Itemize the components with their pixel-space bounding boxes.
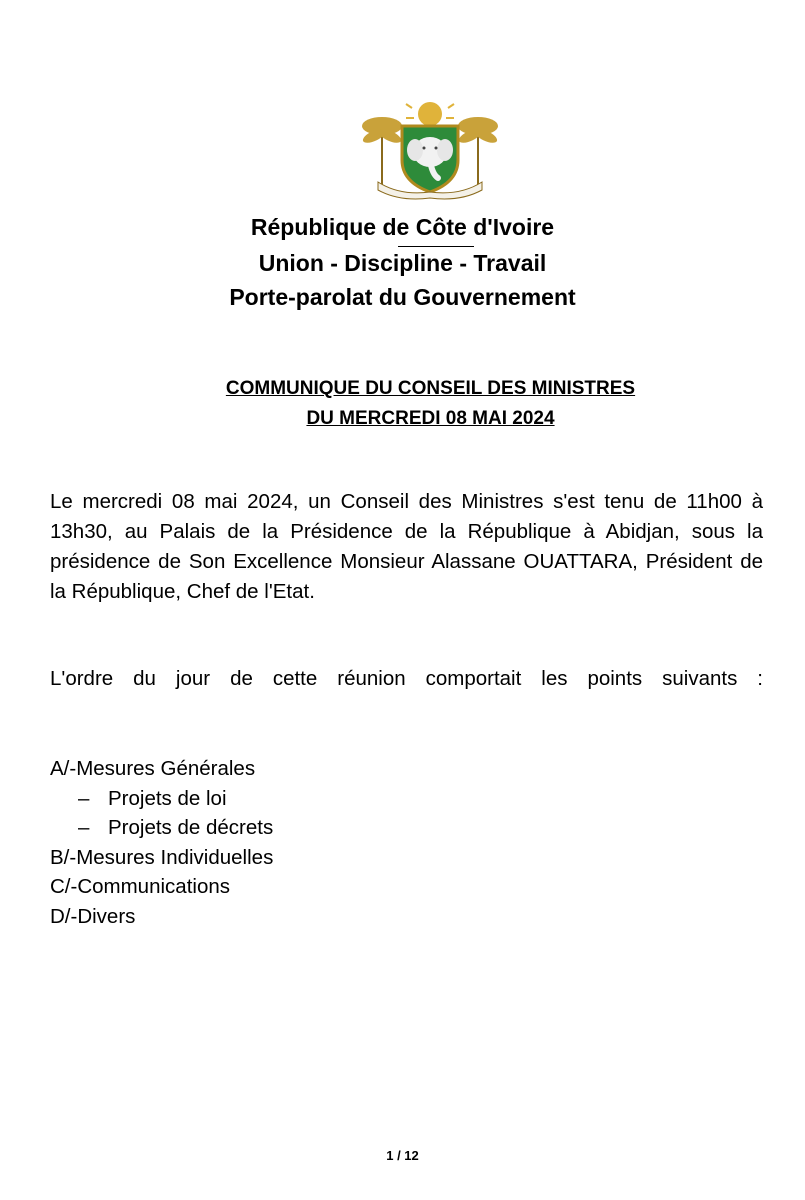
dash-bullet: –: [78, 786, 90, 810]
country-name: République de Côte d'Ivoire: [250, 214, 555, 240]
agenda-item-a: A/-Mesures Générales: [50, 757, 256, 780]
agenda-list: [50, 754, 273, 931]
coat-of-arms-icon: [360, 100, 500, 200]
agenda-subitem: [50, 813, 273, 843]
communique-date: DU MERCREDI 08 MAI 2024: [306, 408, 555, 429]
agenda-subitem-label: Projets de loi: [108, 786, 227, 810]
national-motto: Union - Discipline - Travail: [258, 250, 547, 276]
agenda-item-d: D/-Divers: [50, 904, 136, 928]
communique-title: COMMUNIQUE DU CONSEIL DES MINISTRES: [225, 378, 636, 399]
agenda-item-b: B/-Mesures Individuelles: [50, 845, 274, 869]
agenda-subitem-label: Projets de décrets: [108, 816, 274, 839]
page-number: 1 / 12: [386, 1148, 419, 1163]
agenda-subitem: [50, 784, 273, 814]
agenda-intro-paragraph: L'ordre du jour de cette réunion comportait les points suivants :: [50, 667, 763, 690]
dash-bullet: –: [78, 816, 90, 839]
header-separator: [398, 246, 474, 247]
office-name: Porte-parolat du Gouvernement: [229, 284, 576, 310]
agenda-item-c: C/-Communications: [50, 875, 230, 898]
intro-paragraph: Le mercredi 08 mai 2024, un Conseil des Ministres s'est tenu de 11h00 à 13h30, au Palais de la Présidence de la République à Abidjan, sous la présidence de Son Excellence Monsieur Alassane OUATTARA, Président de la République, Chef de l'Etat.: [50, 490, 763, 603]
